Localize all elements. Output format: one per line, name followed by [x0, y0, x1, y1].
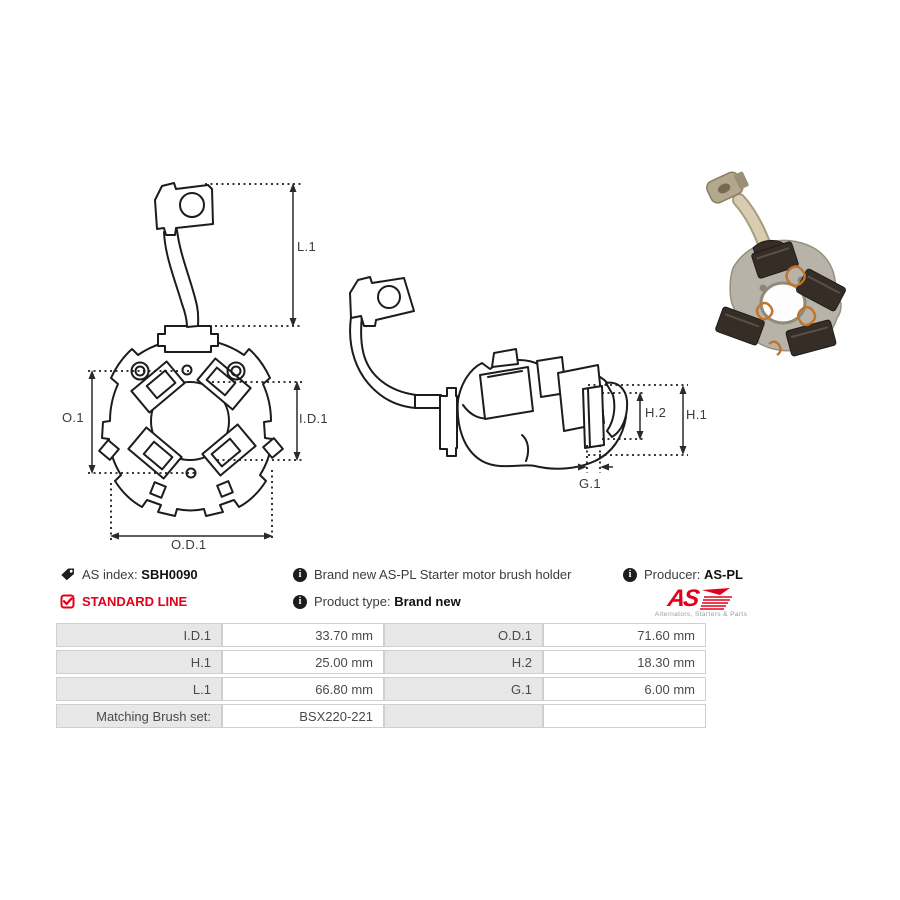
- locator-hole: [183, 366, 192, 375]
- product-type-value: Brand new: [394, 594, 461, 609]
- as-index-value: SBH0090: [141, 567, 198, 582]
- dim-label-h1: H.1: [686, 407, 708, 422]
- dim-label-l1: L.1: [297, 239, 316, 254]
- dim-label-g1: G.1: [579, 476, 601, 491]
- table-row: [56, 623, 706, 647]
- mounting-bracket: [440, 388, 457, 456]
- photo-screw: [760, 285, 767, 292]
- product-photo: [693, 148, 868, 363]
- wire-sleeve: [415, 395, 441, 408]
- spec-value: 6.00 mm: [543, 677, 706, 701]
- as-pl-logo: [646, 586, 756, 618]
- dimension-l1: [205, 183, 301, 327]
- standard-line-label: STANDARD LINE: [82, 594, 188, 609]
- side-view-drawing: [330, 265, 720, 500]
- dim-label-od1: O.D.1: [171, 537, 207, 552]
- spec-label: L.1: [56, 677, 222, 701]
- spec-label: H.1: [56, 650, 222, 674]
- spec-label: Matching Brush set:: [56, 704, 222, 728]
- tag-icon: [60, 567, 75, 582]
- spec-value: 33.70 mm: [222, 623, 384, 647]
- connector-cap: [158, 326, 218, 352]
- spec-value: 18.30 mm: [543, 650, 706, 674]
- dim-label-h2: H.2: [645, 405, 667, 420]
- description-text: Brand new AS-PL Starter motor brush holder: [314, 567, 572, 582]
- spec-label: [384, 704, 543, 728]
- spec-label: O.D.1: [384, 623, 543, 647]
- info-icon: i: [293, 568, 307, 582]
- as-index-label: AS index:: [82, 567, 138, 582]
- as-index: [60, 567, 198, 582]
- product-description: [293, 567, 571, 582]
- producer-label: Producer:: [644, 567, 701, 582]
- spec-value: [543, 704, 706, 728]
- spec-label: G.1: [384, 677, 543, 701]
- logo-text: AS: [666, 585, 700, 612]
- spec-value: 66.80 mm: [222, 677, 384, 701]
- logo-tagline: Alternators, Starters & Parts: [654, 611, 748, 618]
- brush-box-side: [480, 367, 533, 419]
- brush-box-side: [492, 349, 518, 367]
- lead-wire: [164, 230, 198, 327]
- spec-value: 71.60 mm: [543, 623, 706, 647]
- front-view-drawing: [45, 158, 345, 568]
- info-icon: i: [293, 595, 307, 609]
- spec-table: [56, 620, 706, 731]
- logo-stripes: [700, 588, 734, 610]
- producer: [623, 567, 743, 582]
- producer-value: AS-PL: [704, 567, 743, 582]
- checkbox-icon: [60, 594, 75, 609]
- table-row: [56, 677, 706, 701]
- spec-label: H.2: [384, 650, 543, 674]
- dim-label-o1: O.1: [62, 410, 84, 425]
- spec-value: BSX220-221: [222, 704, 384, 728]
- table-row: [56, 650, 706, 674]
- product-type: [293, 594, 461, 609]
- measured-brush: [583, 386, 604, 448]
- standard-line-badge: [60, 594, 187, 609]
- table-row: [56, 704, 706, 728]
- info-icon: i: [623, 568, 637, 582]
- spec-label: I.D.1: [56, 623, 222, 647]
- product-type-label: Product type:: [314, 594, 391, 609]
- lead-wire: [350, 315, 416, 408]
- dim-label-id1: I.D.1: [299, 411, 328, 426]
- spec-value: 25.00 mm: [222, 650, 384, 674]
